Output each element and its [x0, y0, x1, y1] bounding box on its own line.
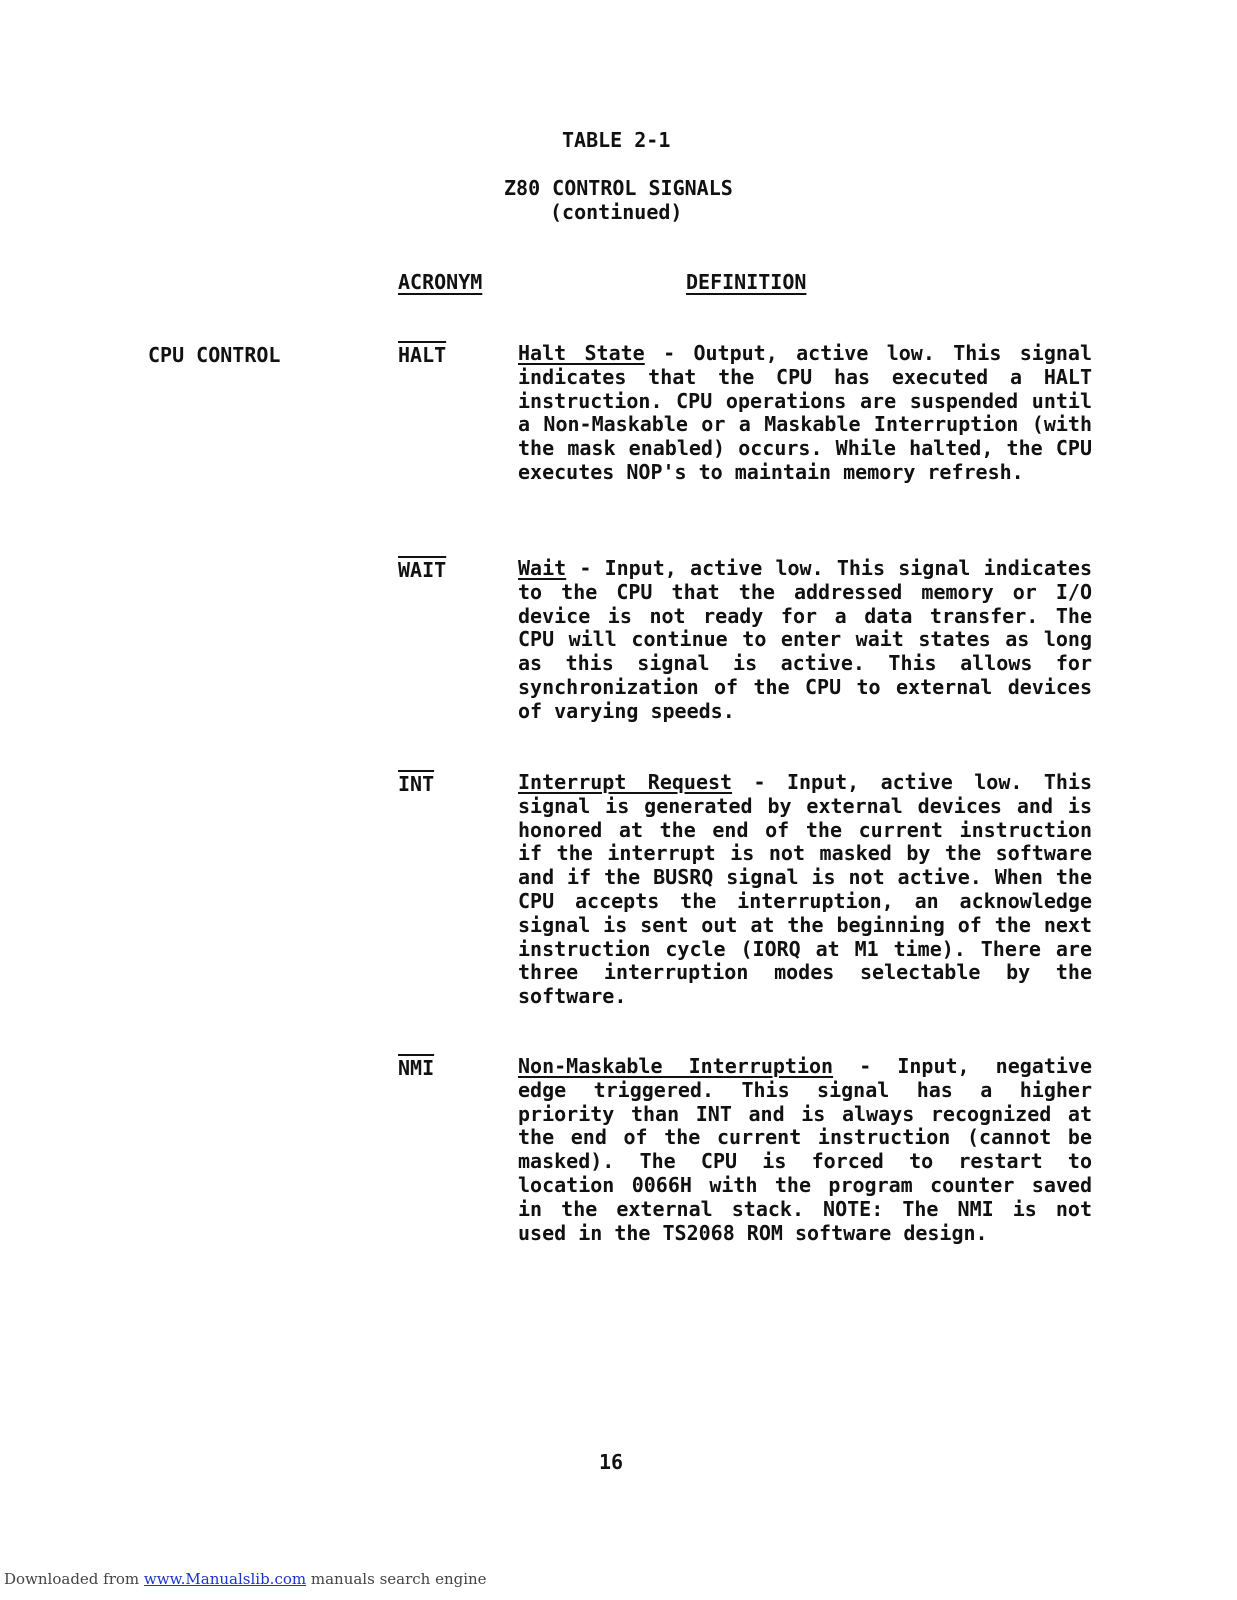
acronym-column-header: ACRONYM — [398, 270, 483, 294]
signal-definition-halt — [518, 342, 1092, 485]
signal-acronym-halt: HALT — [398, 343, 447, 367]
table-label: TABLE 2-1 — [562, 128, 671, 152]
signal-acronym-nmi: $\overline{NMI}$ — [398, 1056, 435, 1080]
definition-column-header: DEFINITION — [686, 270, 807, 294]
signal-definition-text: - Output, active low. This signal indicates that the CPU has executed a HALT instruction. CPU operations are suspended until a Non-Maskable or a Maskable Interruption (with the mask enabled) occurs. While halted, the CPU executes NOP's to maintain memory refresh. — [518, 341, 1092, 484]
signal-definition-text: - Input, negative edge triggered. This signal has a higher priority than INT and is always recognized at the end of the current instruction (cannot be masked). The CPU is forced to restart to location 0066H with the program counter saved in the external stack. NOTE: The NMI is not used in the TS2068 ROM software design. — [518, 1054, 1092, 1245]
signal-definition-wait — [518, 557, 1092, 724]
signal-term: Wait — [518, 556, 567, 580]
signal-term: Halt State — [518, 341, 645, 365]
signal-acronym-wait: WAIT — [398, 558, 447, 582]
table-title: Z80 CONTROL SIGNALS — [504, 176, 733, 200]
signal-term: Interrupt Request — [518, 770, 733, 794]
signal-acronym-int: $\overline{INT}$ — [398, 772, 435, 796]
signal-definition-nmi — [518, 1055, 1092, 1245]
group-label: CPU CONTROL — [148, 343, 281, 367]
footer-suffix: manuals search engine — [306, 1570, 487, 1588]
footer-prefix: Downloaded from — [4, 1570, 144, 1588]
table-subtitle: (continued) — [550, 200, 683, 224]
signal-term: Non-Maskable Interruption — [518, 1054, 834, 1078]
signal-definition-int — [518, 771, 1092, 1009]
download-footer — [4, 1570, 487, 1588]
signal-definition-text: - Input, active low. This signal is generated by external devices and is honored at the end of the current instruction if the interrupt is not masked by the software and if the BUSRQ signal is not active. When the CPU accepts the interruption, an acknowledge signal is sent out at the beginning of the next instruction cycle (IORQ at M1 time). There are three interruption modes selectable by the software. — [518, 770, 1092, 1009]
signal-definition-text: - Input, active low. This signal indicates to the CPU that the addressed memory or I/O device is not ready for a data transfer. The CPU will continue to enter wait states as long as this signal is active. This allows for synchronization of the CPU to external devices of varying speeds. — [518, 556, 1092, 723]
page-number: 16 — [599, 1450, 624, 1474]
manualslib-link[interactable]: www.Manualslib.com — [143, 1570, 307, 1588]
